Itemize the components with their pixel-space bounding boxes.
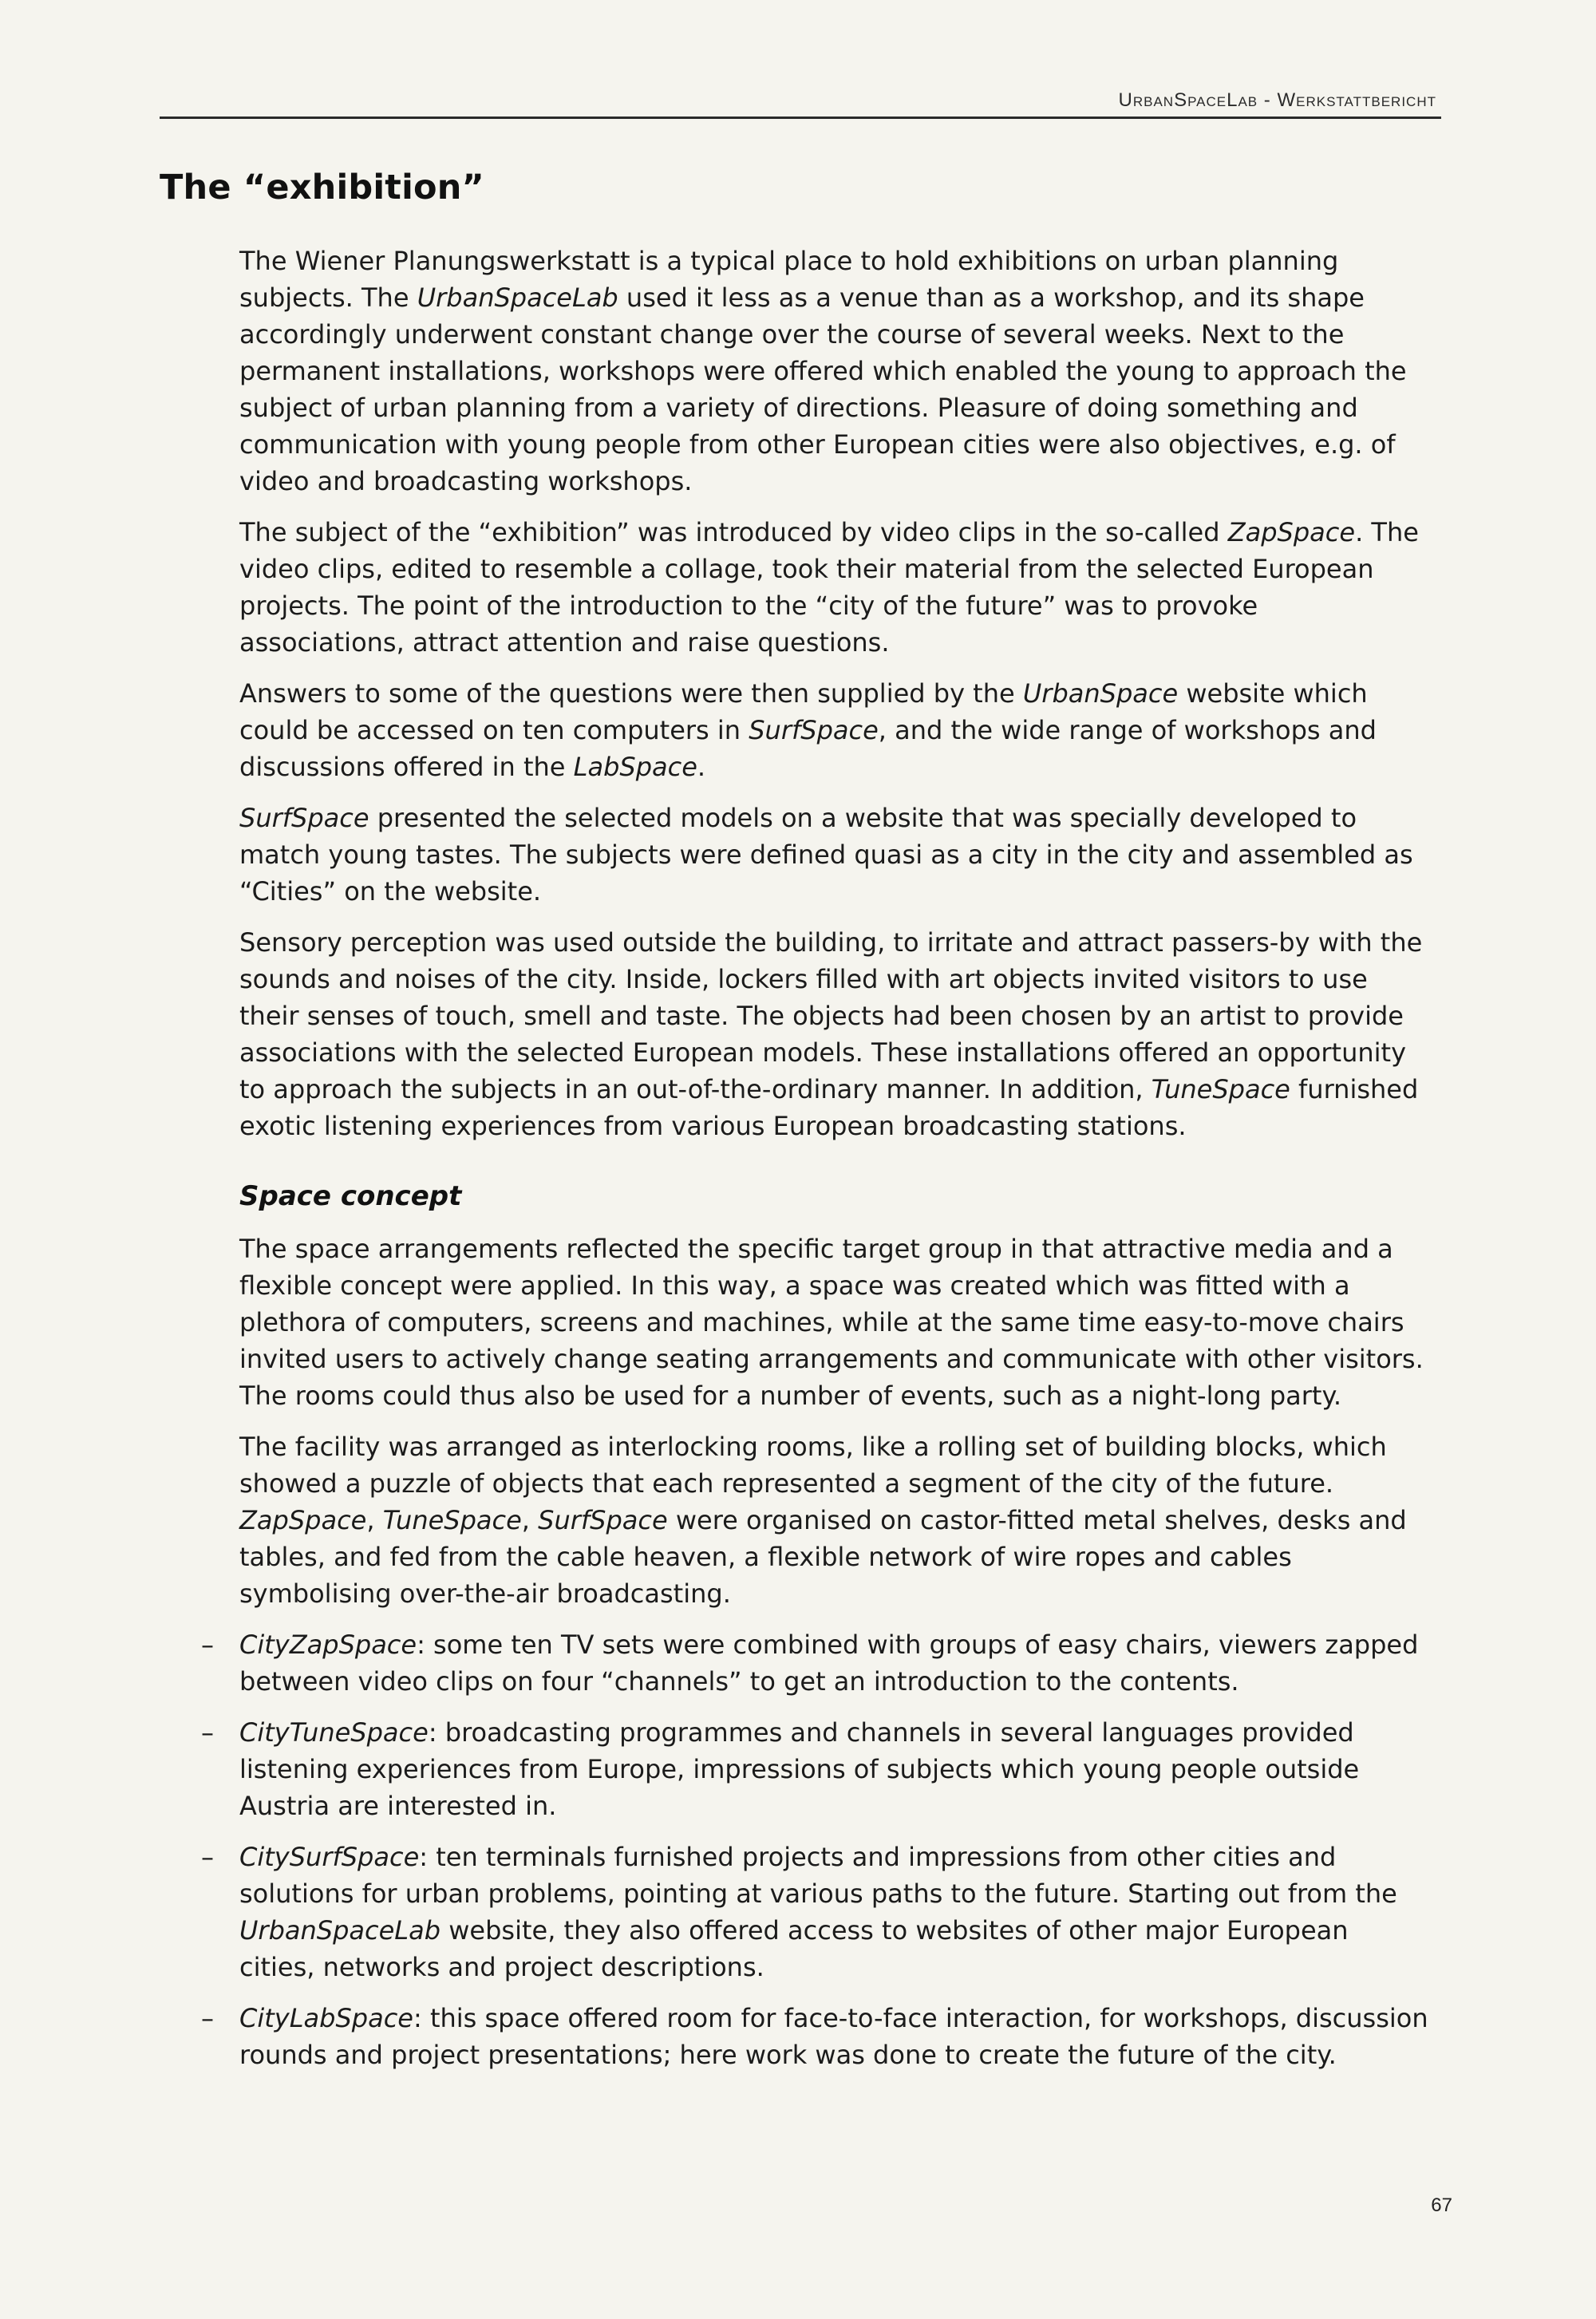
text-run: Answers to some of the questions were then supplied by the	[239, 678, 1023, 709]
intro-paragraph	[239, 675, 1428, 785]
italic-term: UrbanSpaceLab	[239, 1915, 441, 1946]
text-run: The space arrangements reflected the specific target group in that attractive media and a flexible concept were applied. In this way, a space was created which was fitted with a plethora of computers, screens and machines, while at the same time easy-to-move chairs invited users to actively change seating arrangements and communicate with other visitors. The rooms could thus also be used for a number of events, such as a night-long party.	[239, 1234, 1424, 1411]
italic-term: SurfSpace	[749, 715, 879, 745]
text-run: website, they also offered access to websites of other major European cities, networks and project descriptions.	[239, 1915, 1349, 1982]
list-dash: –	[201, 1717, 214, 1748]
header-rule	[160, 117, 1441, 119]
section-paragraphs	[239, 1231, 1428, 1612]
italic-term: ZapSpace	[1227, 517, 1356, 547]
body-column	[201, 243, 1428, 2088]
italic-term: LabSpace	[573, 752, 697, 782]
text-run: website which could be accessed on ten computers in	[239, 678, 1368, 745]
list-item	[201, 1714, 1428, 1824]
section-paragraph	[239, 1231, 1428, 1414]
italic-term: TuneSpace	[382, 1505, 522, 1535]
text-run: .	[697, 752, 706, 782]
text-run: used it less as a venue than as a workshop, and its shape accordingly underwent constant change over the course of several weeks. Next to the permanent installations, workshops were offered which enabled the young to approach the subject of urban planning from a variety of directions. Pleasure of doing something and communication with young people from other European cities were also objectives, e.g. of video and broadcasting workshops.	[239, 282, 1407, 496]
list-dash: –	[201, 1630, 214, 1660]
list-dash: –	[201, 1842, 214, 1872]
text-run: presented the selected models on a website that was specially developed to match young tastes. The subjects were defined quasi as a city in the city and assembled as “Cities” on the website.	[239, 803, 1413, 907]
intro-paragraph	[239, 924, 1428, 1144]
list-item	[201, 1839, 1428, 1985]
text-run: The subject of the “exhibition” was introduced by video clips in the so-called	[239, 517, 1228, 547]
text-run: . The video clips, edited to resemble a collage, took their material from the selected European projects. The point of the introduction to the “city of the future” was to provoke associations, attract attention and raise questions.	[239, 517, 1419, 658]
italic-term: UrbanSpace	[1022, 678, 1179, 709]
text-run: : this space offered room for face-to-face interaction, for workshops, discussion rounds and project presentations; here work was done to create the future of the city.	[239, 2003, 1428, 2070]
section-heading: Space concept	[239, 1180, 462, 1212]
text-run: : ten terminals furnished projects and impressions from other cities and solutions for urban problems, pointing at various paths to the future. Starting out from the	[239, 1842, 1397, 1909]
text-run: The Wiener Planungswerkstatt is a typical place to hold exhibitions on urban planning subjects. The	[239, 246, 1339, 313]
text-run: Sensory perception was used outside the building, to irritate and attract passers-by with the sounds and noises of the city. Inside, lockers filled with art objects invited visitors to use their senses of touch, smell and taste. The objects had been chosen by an artist to provide associations with the selected European models. These installations offered an opportunity to approach the subjects in an out-of-the-ordinary manner. In addition,	[239, 927, 1423, 1104]
running-head: UrbanSpaceLab - Werkstattbericht	[1118, 89, 1436, 111]
intro-paragraphs	[239, 243, 1428, 1144]
list-item	[201, 2000, 1428, 2073]
italic-term: CityLabSpace	[239, 2003, 413, 2033]
section-paragraph	[239, 1428, 1428, 1612]
page-number: 67	[1431, 2195, 1452, 2216]
text-run: : some ten TV sets were combined with groups of easy chairs, viewers zapped between video clips on four “channels” to get an introduction to the contents.	[239, 1630, 1419, 1697]
italic-term: CityTuneSpace	[239, 1717, 429, 1748]
text-run: : broadcasting programmes and channels in several languages provided listening experiences from Europe, impressions of subjects which young people outside Austria are interested in.	[239, 1717, 1360, 1821]
italic-term: CitySurfSpace	[239, 1842, 420, 1872]
text-run: were organised on castor-fitted metal shelves, desks and tables, and fed from the cable heaven, a flexible network of wire ropes and cables symbolising over-the-air broadcasting.	[239, 1505, 1407, 1609]
text-run: ,	[521, 1505, 539, 1535]
italic-term: UrbanSpaceLab	[417, 282, 618, 313]
intro-paragraph	[239, 243, 1428, 500]
text-run: furnished exotic listening experiences from various European broadcasting stations.	[239, 1074, 1419, 1141]
italic-term: CityZapSpace	[239, 1630, 417, 1660]
list-dash: –	[201, 2003, 214, 2033]
italic-term: ZapSpace	[239, 1505, 367, 1535]
intro-paragraph	[239, 800, 1428, 910]
text-run: The facility was arranged as interlocking rooms, like a rolling set of building blocks, which showed a puzzle of objects that each represented a segment of the city of the future.	[239, 1432, 1387, 1499]
text-run: ,	[366, 1505, 383, 1535]
italic-term: TuneSpace	[1151, 1074, 1290, 1104]
space-list	[201, 1626, 1428, 2073]
italic-term: SurfSpace	[538, 1505, 668, 1535]
italic-term: SurfSpace	[239, 803, 369, 833]
intro-paragraph	[239, 514, 1428, 661]
page-title: The “exhibition”	[160, 168, 485, 207]
text-run: , and the wide range of workshops and discussions offered in the	[239, 715, 1377, 782]
list-item	[201, 1626, 1428, 1700]
